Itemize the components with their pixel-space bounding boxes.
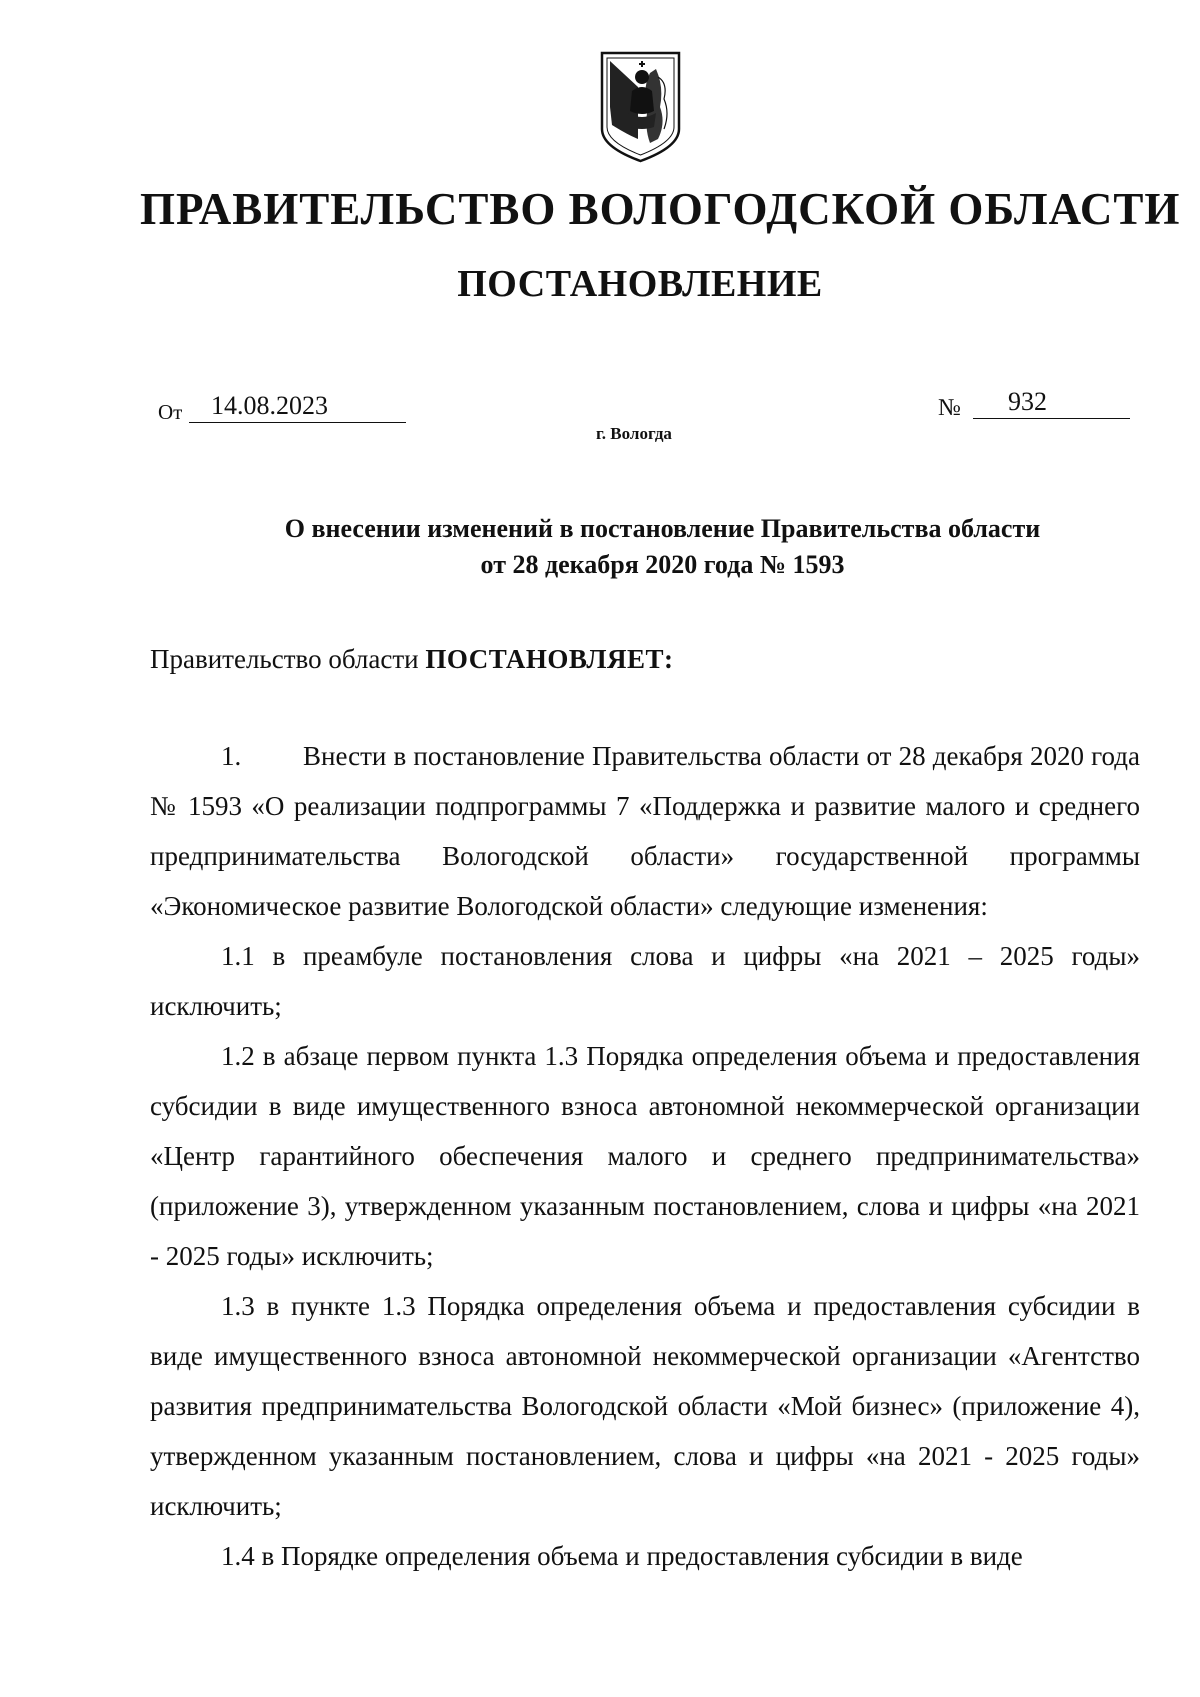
subject-line-1: О внесении изменений в постановление Правительства области [284, 514, 1041, 543]
document-number: 932 [973, 389, 1130, 419]
number-prefix: № [938, 395, 961, 421]
coat-of-arms-icon [598, 47, 683, 165]
paragraph-1-4: 1.4 в Порядке определения объема и предоставления субсидии в виде [221, 1541, 1023, 1571]
paragraph-1-2: 1.2 в абзаце первом пункта 1.3 Порядка определения объема и предоставления субсидии в виде имущественного взноса автономной некоммерческой организации «Центр гарантийного обеспечения малого и среднего предпринимательства» (приложение 3), утвержденном указанным постановлением, слова и цифры «на 2021 - 2025 годы» исключить; [150, 1041, 1140, 1271]
paragraph-1-text: Внести в постановление Правительства области от 28 декабря 2020 года № 1593 «О реализации подпрограммы 7 «Поддержка и развитие малого и среднего предпринимательства Вологодской области» государственной программы «Экономическое развитие Вологодской области» следующие изменения: [150, 741, 1140, 921]
paragraph-1-1: 1.1 в преамбуле постановления слова и цифры «на 2021 – 2025 годы» исключить; [150, 941, 1140, 1021]
document-type: ПОСТАНОВЛЕНИЕ [457, 263, 823, 305]
preamble-text: Правительство области [150, 644, 419, 674]
organization-title: ПРАВИТЕЛЬСТВО ВОЛОГОДСКОЙ ОБЛАСТИ [140, 184, 1181, 234]
paragraph-1 [150, 731, 1140, 931]
city: г. Вологда [596, 424, 672, 443]
paragraph-1-number: 1. [221, 741, 242, 771]
document-body [150, 731, 1140, 1581]
date-prefix: От [158, 400, 183, 424]
preamble [150, 644, 673, 675]
document-date: 14.08.2023 [189, 393, 406, 423]
subject-line-2: от 28 декабря 2020 года № 1593 [480, 550, 845, 579]
preamble-bold: ПОСТАНОВЛЯЕТ: [425, 644, 674, 674]
paragraph-1-3: 1.3 в пункте 1.3 Порядка определения объема и предоставления субсидии в виде имущественного взноса автономной некоммерческой организации «Агентство развития предпринимательства Вологодской области «Мой бизнес» (приложение 4), утвержденном указанным постановлением, слова и цифры «на 2021 - 2025 годы» исключить; [150, 1291, 1140, 1521]
document-subject [200, 511, 1125, 583]
